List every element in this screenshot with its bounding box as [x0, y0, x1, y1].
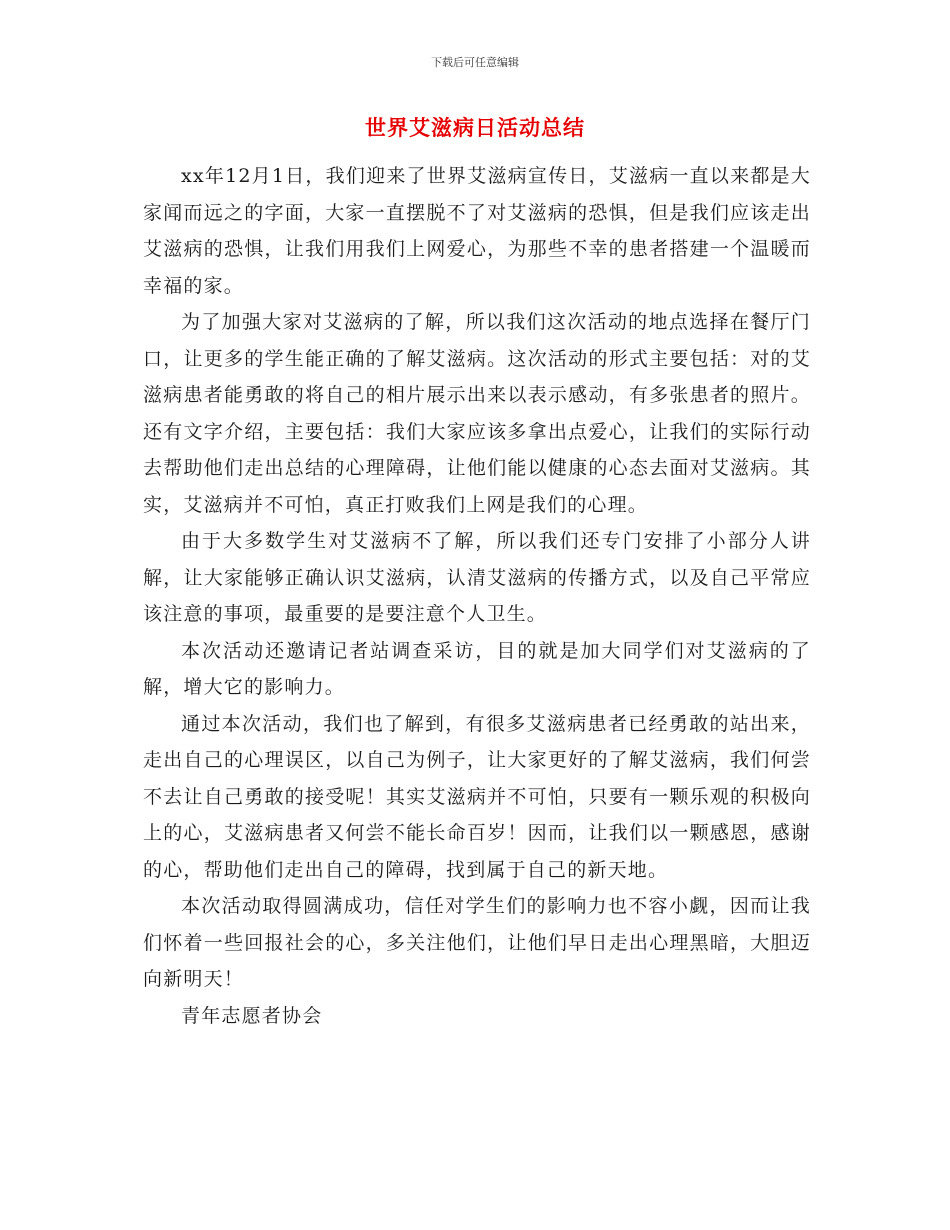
page-header-note: 下载后可任意编辑 [431, 56, 519, 69]
document-body [143, 158, 811, 1034]
paragraph-intro: xx年12月1日，我们迎来了世界艾滋病宣传日，艾滋病一直以来都是大家闻而远之的字面，大家一直摆脱不了对艾滋病的恐惧，但是我们应该走出艾滋病的恐惧，让我们用我们上网爱心，为那些不幸的患者搭建一个温暖而幸福的家。 [143, 165, 811, 297]
document-title: 世界艾滋病日活动总结 [365, 116, 585, 140]
paragraph-press: 本次活动还邀请记者站调查采访，目的就是加大同学们对艾滋病的了解，增大它的影响力。 [143, 639, 811, 698]
signature-organization: 青年志愿者协会 [181, 1004, 323, 1027]
paragraph-conclusion: 本次活动取得圆满成功，信任对学生们的影响力也不容小觑，因而让我们怀着一些回报社会的心，多关注他们，让他们早日走出心理黑暗，大胆迈向新明天！ [143, 895, 811, 990]
paragraph-activity-form: 为了加强大家对艾滋病的了解，所以我们这次活动的地点选择在餐厅门口，让更多的学生能正确的了解艾滋病。这次活动的形式主要包括：对的艾滋病患者能勇敢的将自己的相片展示出来以表示感动，有多张患者的照片。还有文字介绍，主要包括：我们大家应该多拿出点爱心，让我们的实际行动去帮助他们走出总结的心理障碍，让他们能以健康的心态去面对艾滋病。其实，艾滋病并不可怕，真正打败我们上网是我们的心理。 [143, 311, 811, 516]
paragraph-explanation: 由于大多数学生对艾滋病不了解，所以我们还专门安排了小部分人讲解，让大家能够正确认识艾滋病，认清艾滋病的传播方式，以及自己平常应该注意的事项，最重要的是要注意个人卫生。 [143, 530, 811, 625]
paragraph-reflection: 通过本次活动，我们也了解到，有很多艾滋病患者已经勇敢的站出来，走出自己的心理误区，以自己为例子，让大家更好的了解艾滋病，我们何尝不去让自己勇敢的接受呢！其实艾滋病并不可怕，只要有一颗乐观的积极向上的心，艾滋病患者又何尝不能长命百岁！因而，让我们以一颗感恩，感谢的心，帮助他们走出自己的障碍，找到属于自己的新天地。 [143, 712, 811, 881]
